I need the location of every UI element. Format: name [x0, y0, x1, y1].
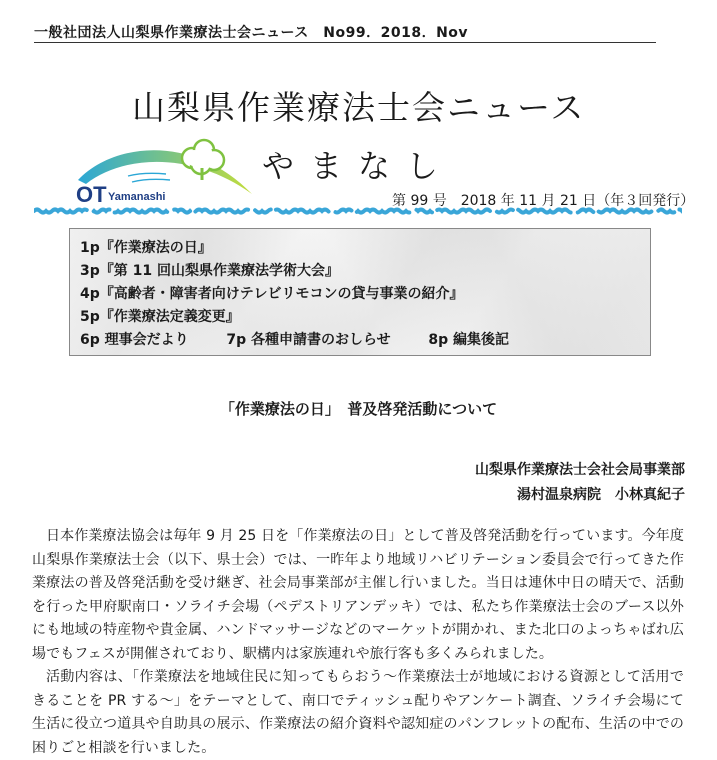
article-title: 「作業療法の日」 普及啓発活動について [219, 400, 498, 418]
toc-item[interactable]: 8p 編集後記 [428, 332, 509, 348]
logo-yamanashi-text: Yamanashi [108, 191, 166, 203]
toc-item[interactable]: 6p 理事会だより [80, 332, 189, 348]
toc-item[interactable]: 7p 各種申請書のおしらせ [226, 332, 391, 348]
contents-box [69, 228, 651, 356]
toc-last-row [80, 329, 509, 349]
wavy-divider [34, 204, 682, 218]
toc-item[interactable]: 1p『作業療法の日』 [80, 240, 212, 256]
newsletter-subtitle: やまなし [262, 147, 455, 185]
toc-item[interactable]: 4p『高齢者・障害者向けテレビリモコンの貸与事業の紹介』 [80, 286, 464, 302]
author-name: 湯村温泉病院 小林真紀子 [517, 487, 685, 503]
article-paragraph: 活動内容は、「作業療法を地域住民に知ってもらおう～作業療法士が地域における資源として活用できることを PR する～」をテーマとして、南口でティッシュ配りやアンケート調査、ソライチ会場にて生活に役立つ道具や自助具の展示、作業療法の紹介資料や認知症のパンフレットの配布、生活の中での困りごと相談を行いました。 [32, 669, 684, 756]
logo-lines [128, 173, 170, 182]
author-affiliation: 山梨県作業療法士会社会局事業部 [475, 462, 685, 478]
article-body [32, 525, 684, 760]
toc-item[interactable]: 3p『第 11 回山梨県作業療法学術大会』 [80, 263, 339, 279]
article-paragraph: 日本作業療法協会は毎年 9 月 25 日を「作業療法の日」として普及啓発活動を行っています。今年度山梨県作業療法士会（以下、県士会）では、一昨年より地域リハビリテーション委員会で行ってきた作業療法の普及啓発活動を受け継ぎ、社会局事業部が主催し行いました。当日は連休中日の晴天で、活動を行った甲府駅南口・ソライチ会場（ペデストリアンデッキ）では、私たち作業療法士会のブース以外にも地域の特産物や貴金属、ハンドマッサージなどのマーケットが開かれ、また北口のよっちゃばれ広場でもフェスが開催されており、駅構内は家族連れや旅行客も多くみられました。 [32, 528, 684, 662]
header-rule [34, 42, 656, 43]
logo-ot-text: OT [76, 182, 107, 206]
newsletter-header: 一般社団法人山梨県作業療法士会ニュース No99．2018．Nov [34, 25, 469, 41]
toc-item[interactable]: 5p『作業療法定義変更』 [80, 309, 240, 325]
ot-yamanashi-logo [74, 136, 264, 206]
issue-info: 第 99 号 2018 年 11 月 21 日（年３回発行） [392, 193, 695, 209]
newsletter-title: 山梨県作業療法士会ニュース [132, 88, 586, 127]
